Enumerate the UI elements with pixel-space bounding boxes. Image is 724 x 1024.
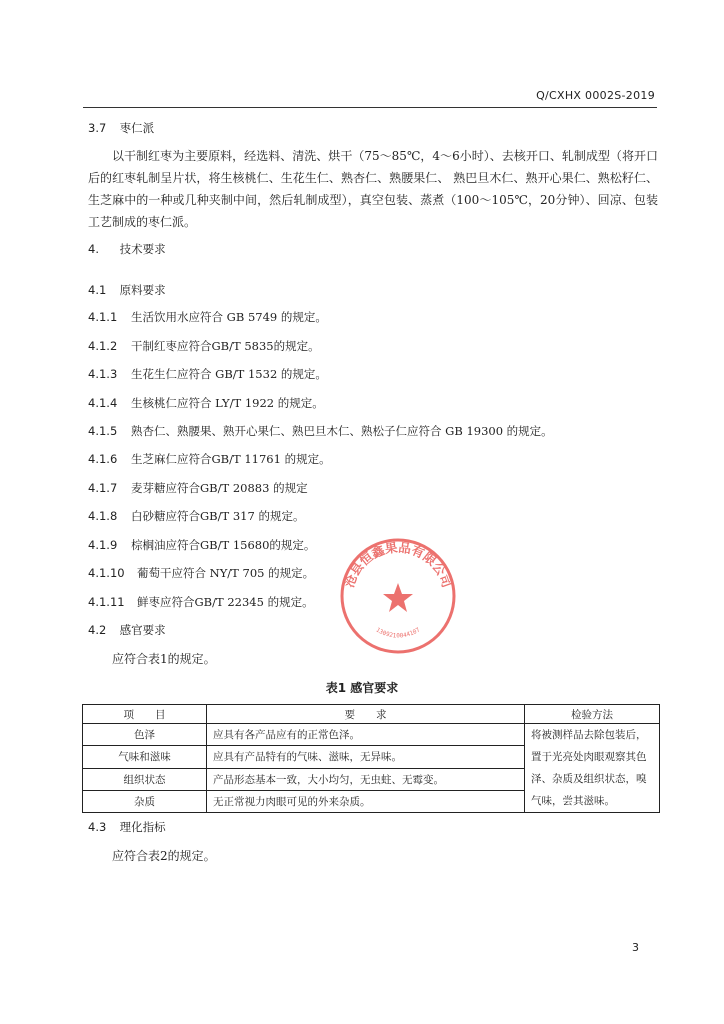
raw-item-4-1-1 (88, 309, 327, 325)
row-requirement: 应具有产品特有的气味、滋味，无异味。 (207, 746, 525, 768)
section-number: 4.2 (88, 623, 107, 637)
section-number: 4. (88, 242, 99, 256)
section-title: 感官要求 (119, 623, 166, 637)
raw-item-4-1-11 (88, 594, 314, 610)
row-item: 组织状态 (83, 768, 207, 790)
header-requirement: 要 求 (207, 705, 525, 724)
section-number: 4.3 (88, 820, 107, 834)
section-4-3-body: 应符合表2的规定。 (112, 849, 216, 863)
item-number: 4.1.6 (88, 452, 118, 466)
section-number: 4.1 (88, 283, 107, 297)
sensory-requirements-table (82, 704, 660, 813)
row-item: 色泽 (83, 724, 207, 746)
item-text: 麦芽糖应符合GB/T 20883 的规定 (131, 481, 308, 495)
item-text: 生芝麻仁应符合GB/T 11761 的规定。 (131, 452, 331, 466)
section-title: 技术要求 (119, 242, 166, 256)
item-number: 4.1.10 (88, 566, 125, 580)
company-seal (338, 536, 458, 656)
section-title: 原料要求 (119, 283, 166, 297)
seal-company-name: 沧县恒鑫果品有限公司 (341, 539, 455, 590)
row-requirement: 无正常视力肉眼可见的外来杂质。 (207, 790, 525, 812)
raw-item-4-1-2 (88, 338, 320, 354)
section-4-heading (88, 241, 166, 257)
table-row (83, 724, 660, 746)
item-text: 熟杏仁、熟腰果、熟开心果仁、熟巴旦木仁、熟松子仁应符合 GB 19300 的规定。 (131, 424, 553, 438)
item-number: 4.1.5 (88, 424, 118, 438)
seal-serial: 1309210044107 (374, 626, 422, 640)
raw-item-4-1-10 (88, 565, 314, 581)
header-code: Q/CXHX 0002S-2019 (536, 89, 655, 102)
raw-item-4-1-5 (88, 423, 553, 439)
item-number: 4.1.8 (88, 509, 118, 523)
item-text: 生花生仁应符合 GB/T 1532 的规定。 (131, 367, 327, 381)
seal-star-icon (383, 583, 413, 612)
raw-item-4-1-4 (88, 395, 324, 411)
raw-item-4-1-8 (88, 508, 304, 524)
item-number: 4.1.3 (88, 367, 118, 381)
item-text: 白砂糖应符合GB/T 317 的规定。 (131, 509, 305, 523)
row-requirement: 应具有各产品应有的正常色泽。 (207, 724, 525, 746)
header-item: 项 目 (83, 705, 207, 724)
page-number: 3 (632, 941, 639, 954)
item-number: 4.1.4 (88, 396, 118, 410)
item-text: 棕榈油应符合GB/T 15680的规定。 (131, 538, 316, 552)
item-text: 生活饮用水应符合 GB 5749 的规定。 (131, 310, 327, 324)
section-4-2-heading (88, 622, 166, 638)
row-item: 杂质 (83, 790, 207, 812)
item-text: 葡萄干应符合 NY/T 705 的规定。 (137, 566, 315, 580)
item-number: 4.1.9 (88, 538, 118, 552)
raw-item-4-1-7 (88, 480, 308, 496)
item-number: 4.1.2 (88, 339, 118, 353)
raw-item-4-1-6 (88, 451, 331, 467)
section-title: 理化指标 (119, 820, 166, 834)
method-cell: 将被测样品去除包装后，置于光亮处肉眼观察其色泽、杂质及组织状态，嗅气味，尝其滋味。 (525, 724, 660, 813)
section-4-3-heading (88, 819, 166, 835)
item-text: 干制红枣应符合GB/T 5835的规定。 (131, 339, 320, 353)
section-4-2-body: 应符合表1的规定。 (112, 652, 216, 666)
section-number: 3.7 (88, 121, 107, 135)
row-item: 气味和滋味 (83, 746, 207, 768)
table-1-caption: 表1 感官要求 (325, 681, 399, 695)
item-text: 生核桃仁应符合 LY/T 1922 的规定。 (131, 396, 324, 410)
raw-item-4-1-9 (88, 537, 315, 553)
section-title: 枣仁派 (119, 121, 155, 135)
table-header-row (83, 705, 660, 724)
section-3-7-heading (88, 120, 154, 136)
item-number: 4.1.1 (88, 310, 118, 324)
header-method: 检验方法 (525, 705, 660, 724)
item-text: 鲜枣应符合GB/T 22345 的规定。 (137, 595, 314, 609)
item-number: 4.1.11 (88, 595, 125, 609)
row-requirement: 产品形态基本一致，大小均匀，无虫蛀、无霉变。 (207, 768, 525, 790)
section-4-1-heading (88, 282, 166, 298)
section-3-7-body: 以干制红枣为主要原料，经选料、清洗、烘干（75～85℃，4～6小时）、去核开口、轧制成型（将开口后的红枣轧制呈片状，将生核桃仁、生花生仁、熟杏仁、熟腰果仁、 熟巴旦木仁、熟开心果仁、熟松籽仁、生芝麻中的一种或几种夹制中间，然后轧制成型），真空包装、蒸煮（100～105℃，20分钟）、回凉、包装工艺制成的枣仁派。 (88, 149, 658, 229)
header-rule (83, 107, 657, 108)
raw-item-4-1-3 (88, 366, 327, 382)
item-number: 4.1.7 (88, 481, 118, 495)
